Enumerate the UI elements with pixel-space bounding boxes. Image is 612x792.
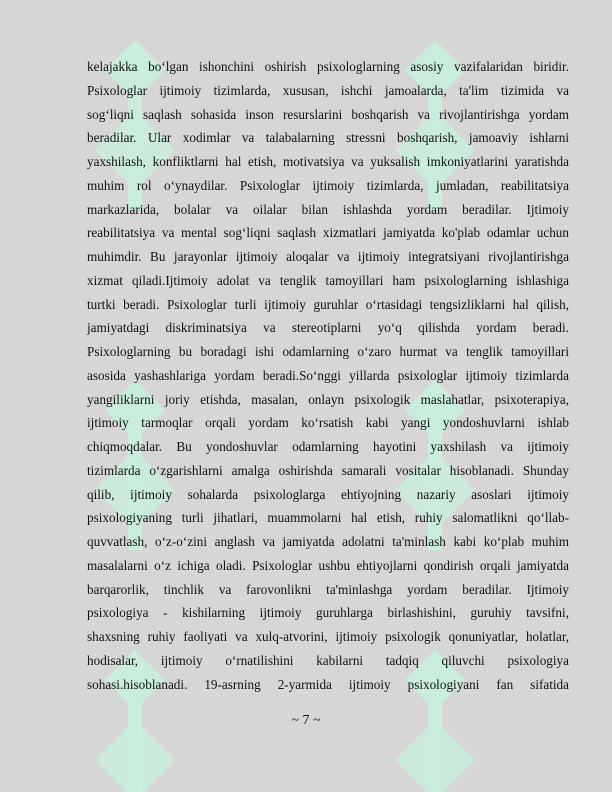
text-line: psixologiya - kishilarning ijtimoiy guruhlarga birlashishini, guruhiy tavsifni, xyxy=(87,605,569,621)
text-line: Psixologlarning bu boradagi ishi odamlarning o‘zaro hurmat va tenglik tamoyillari xyxy=(87,344,569,359)
text-line: muhimdir. Bu jarayonlar ijtimoiy aloqalar va ijtimoiy integratsiyani rivojlantirishga xyxy=(87,249,569,264)
text-line: muhim rol o‘ynaydilar. Psixologlar ijtimoiy tizimlarda, jumladan, reabilitatsiya xyxy=(87,177,569,193)
text-line: quvvatlash, o‘z-o‘zini anglash va jamiyatda adolatni ta'minlash kabi ko‘plab muhim xyxy=(87,534,569,549)
text-line: psixologiyaning turli jihatlari, muammolarni hal etish, ruhiy salomatlikni qo‘llab- xyxy=(87,510,569,526)
text-line: jamiyatdagi diskriminatsiya va stereotiplarni yo‘q qilishda yordam beradi. xyxy=(87,320,569,336)
text-line: masalalarni o‘z ichiga oladi. Psixologlar ushbu ehtiyojlarni qondirish orqali jamiyatda xyxy=(87,557,569,573)
text-line: asosida yashashlariga yordam beradi.So‘nggi yillarda psixologlar ijtimoiy tizimlarda xyxy=(87,367,569,383)
text-line: sohasi.hisoblanadi. 19-asrning 2-yarmida ijtimoiy psixologiyani fan sifatida xyxy=(87,676,569,692)
text-line: shaxsning ruhiy faoliyati va xulq-atvorini, ijtimoiy psixologik qonuniyatlar, holatlar, xyxy=(87,629,569,644)
text-line: beradilar. Ular xodimlar va talabalarning stressni boshqarish, jamoaviy ishlarni xyxy=(87,130,569,146)
text-line: tizimlarda o‘zgarishlarni amalga oshirishda samarali vositalar hisoblanadi. Shunday xyxy=(87,462,569,478)
body-text xyxy=(87,55,569,696)
text-line: kelajakka bo‘lgan ishonchini oshirish psixologlarning asosiy vazifalaridan biridir. xyxy=(87,59,569,74)
page-number: ~ 7 ~ xyxy=(291,713,321,728)
text-line: chiqmoqdalar. Bu yondoshuvlar odamlarning hayotini yaxshilash va ijtimoiy xyxy=(87,439,569,454)
text-line: Psixologlar ijtimoiy tizimlarda, xususan, ishchi jamoalarda, ta'lim tizimida va xyxy=(87,82,569,98)
text-line: ijtimoiy tarmoqlar orqali yordam ko‘rsatish kabi yangi yondoshuvlarni ishlab xyxy=(87,415,569,431)
text-line: qilib, ijtimoiy sohalarda psixologlarga ehtiyojning nazariy asoslari ijtimoiy xyxy=(87,486,569,502)
text-line: yaxshilash, konfliktlarni hal etish, motivatsiya va yuksalish imkoniyatlarini yaratishda xyxy=(87,154,569,169)
text-line: yangiliklarni joriy etishda, masalan, onlayn psixologik maslahatlar, psixoterapiya, xyxy=(87,391,569,407)
text-line: markazlarida, bolalar va oilalar bilan ishlashda yordam beradilar. Ijtimoiy xyxy=(87,201,569,217)
text-line: turtki beradi. Psixologlar turli ijtimoiy guruhlar o‘rtasidagi tengsizliklarni hal qilish, xyxy=(87,296,569,312)
text-line: reabilitatsiya va mental sog‘liqni saqlash xizmatlari jamiyatda ko'plab odamlar uchun xyxy=(87,225,569,241)
text-line: hodisalar, ijtimoiy o‘rnatilishini kabilarni tadqiq qiluvchi psixologiya xyxy=(87,652,569,668)
text-line: sog‘liqni saqlash sohasida inson resurslarini boshqarish va rivojlantirishga yordam xyxy=(87,106,569,122)
text-line: xizmat qiladi.Ijtimoiy adolat va tenglik tamoyillari ham psixologlarning ishlashiga xyxy=(87,272,569,288)
text-line: barqarorlik, tinchlik va farovonlikni ta'minlashga yordam beradilar. Ijtimoiy xyxy=(87,581,569,597)
